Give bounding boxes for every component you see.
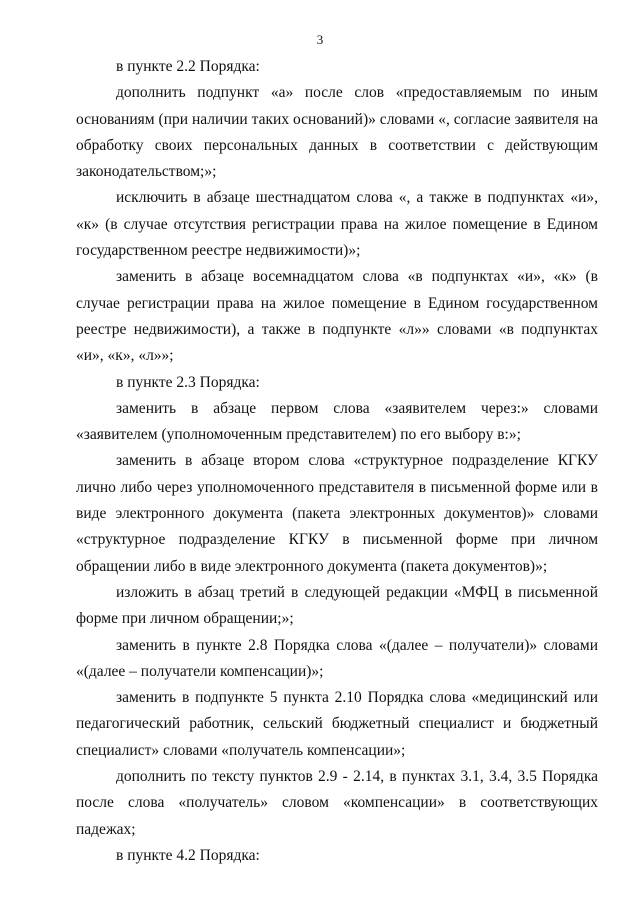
- paragraph-7: заменить в абзаце втором слова «структурное подразделение КГКУ лично либо через уполномоченного представителя в письменной форме или в виде электронного документа (пакета электронных документов)» словами «структурное подразделение КГКУ в письменной форме при личном обращении либо в виде электронного документа (пакета документов)»;: [76, 452, 598, 575]
- paragraph-10: заменить в подпункте 5 пункта 2.10 Порядка слова «медицинский или педагогический работник, сельский бюджетный специалист и бюджетный специалист» словами «получатель компенсации»;: [76, 689, 598, 759]
- paragraph-3: исключить в абзаце шестнадцатом слова «, а также в подпунктах «и», «к» (в случае отсутствия регистрации права на жилое помещение в Едином государственном реестре недвижимости)»;: [76, 189, 598, 260]
- paragraph-5: в пункте 2.3 Порядка:: [116, 373, 260, 391]
- page-number: 3: [316, 32, 324, 47]
- paragraph-2: дополнить подпункт «а» после слов «предоставляемым по иным основаниям (при наличии таких оснований)» словами «, согласие заявителя на обработку своих персональных данных в соответствии с действующим законодательством;»;: [76, 84, 598, 181]
- paragraph-12: в пункте 4.2 Порядка:: [116, 846, 260, 864]
- paragraph-11: дополнить по тексту пунктов 2.9 - 2.14, в пунктах 3.1, 3.4, 3.5 Порядка после слова «получатель» словом «компенсации» в соответствующих падежах;: [76, 768, 598, 838]
- paragraph-8: изложить в абзац третий в следующей редакции «МФЦ в письменной форме при личном обращении;»;: [76, 583, 598, 628]
- paragraph-4: заменить в абзаце восемнадцатом слова «в подпунктах «и», «к» (в случае регистрации права на жилое помещение в Едином государственном реестре недвижимости), а также в подпункте «л»» словами «в подпунктах «и», «к», «л»»;: [76, 268, 598, 365]
- paragraph-6: заменить в абзаце первом слова «заявителем через:» словами «заявителем (уполномоченным представителем) по его выбору в:»;: [76, 399, 598, 444]
- document-body: [76, 54, 598, 869]
- paragraph-1: в пункте 2.2 Порядка:: [116, 58, 260, 75]
- paragraph-9: заменить в пункте 2.8 Порядка слова «(далее – получатели)» словами «(далее – получатели компенсации)»;: [76, 636, 598, 680]
